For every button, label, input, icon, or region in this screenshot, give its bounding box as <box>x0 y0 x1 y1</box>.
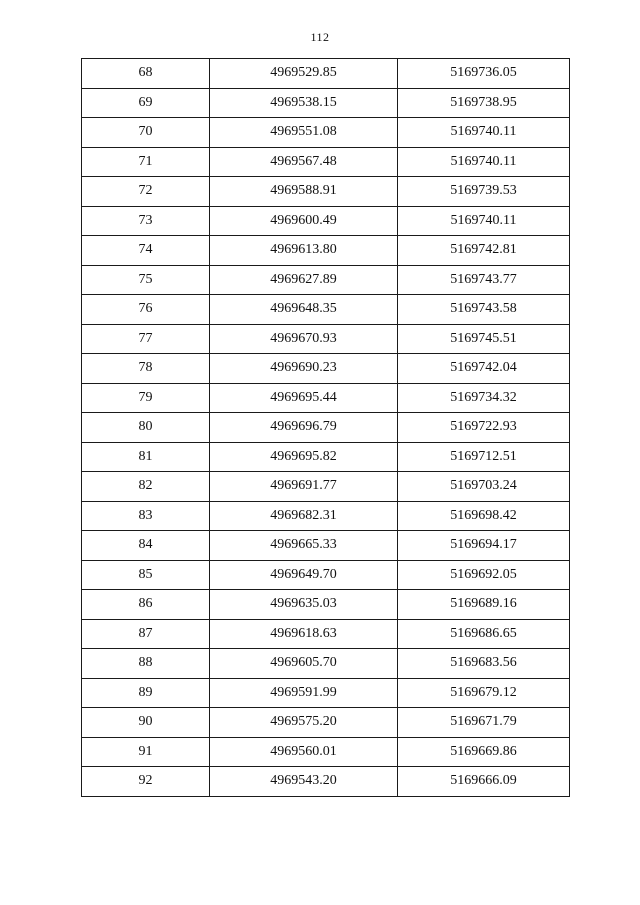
x-coordinate-cell: 4969567.48 <box>210 147 398 177</box>
table-row <box>82 88 570 118</box>
table-row <box>82 177 570 207</box>
x-coordinate-cell: 4969665.33 <box>210 531 398 561</box>
y-coordinate-cell: 5169679.12 <box>398 678 570 708</box>
y-coordinate-cell: 5169740.11 <box>398 206 570 236</box>
y-coordinate-cell: 5169683.56 <box>398 649 570 679</box>
point-number-cell: 74 <box>82 236 210 266</box>
x-coordinate-cell: 4969618.63 <box>210 619 398 649</box>
y-coordinate-cell: 5169736.05 <box>398 59 570 89</box>
point-number-cell: 70 <box>82 118 210 148</box>
point-number-cell: 71 <box>82 147 210 177</box>
table-row <box>82 59 570 89</box>
table-row <box>82 413 570 443</box>
table-row <box>82 708 570 738</box>
y-coordinate-cell: 5169689.16 <box>398 590 570 620</box>
y-coordinate-cell: 5169712.51 <box>398 442 570 472</box>
point-number-cell: 68 <box>82 59 210 89</box>
table-row <box>82 265 570 295</box>
x-coordinate-cell: 4969560.01 <box>210 737 398 767</box>
x-coordinate-cell: 4969551.08 <box>210 118 398 148</box>
y-coordinate-cell: 5169694.17 <box>398 531 570 561</box>
point-number-cell: 77 <box>82 324 210 354</box>
table-row <box>82 590 570 620</box>
x-coordinate-cell: 4969695.82 <box>210 442 398 472</box>
point-number-cell: 82 <box>82 472 210 502</box>
point-number-cell: 75 <box>82 265 210 295</box>
point-number-cell: 83 <box>82 501 210 531</box>
y-coordinate-cell: 5169698.42 <box>398 501 570 531</box>
x-coordinate-cell: 4969613.80 <box>210 236 398 266</box>
table-row <box>82 472 570 502</box>
y-coordinate-cell: 5169743.58 <box>398 295 570 325</box>
x-coordinate-cell: 4969538.15 <box>210 88 398 118</box>
coordinates-table-body <box>82 59 570 797</box>
x-coordinate-cell: 4969670.93 <box>210 324 398 354</box>
x-coordinate-cell: 4969591.99 <box>210 678 398 708</box>
point-number-cell: 92 <box>82 767 210 797</box>
point-number-cell: 78 <box>82 354 210 384</box>
y-coordinate-cell: 5169739.53 <box>398 177 570 207</box>
table-row <box>82 649 570 679</box>
y-coordinate-cell: 5169738.95 <box>398 88 570 118</box>
point-number-cell: 72 <box>82 177 210 207</box>
point-number-cell: 90 <box>82 708 210 738</box>
point-number-cell: 69 <box>82 88 210 118</box>
point-number-cell: 91 <box>82 737 210 767</box>
y-coordinate-cell: 5169734.32 <box>398 383 570 413</box>
table-row <box>82 354 570 384</box>
y-coordinate-cell: 5169745.51 <box>398 324 570 354</box>
table-row <box>82 501 570 531</box>
x-coordinate-cell: 4969529.85 <box>210 59 398 89</box>
table-row <box>82 737 570 767</box>
y-coordinate-cell: 5169692.05 <box>398 560 570 590</box>
x-coordinate-cell: 4969696.79 <box>210 413 398 443</box>
x-coordinate-cell: 4969600.49 <box>210 206 398 236</box>
x-coordinate-cell: 4969690.23 <box>210 354 398 384</box>
y-coordinate-cell: 5169722.93 <box>398 413 570 443</box>
point-number-cell: 88 <box>82 649 210 679</box>
point-number-cell: 80 <box>82 413 210 443</box>
table-row <box>82 118 570 148</box>
x-coordinate-cell: 4969543.20 <box>210 767 398 797</box>
coordinates-table <box>81 58 570 797</box>
table-row <box>82 147 570 177</box>
y-coordinate-cell: 5169703.24 <box>398 472 570 502</box>
table-row <box>82 678 570 708</box>
x-coordinate-cell: 4969648.35 <box>210 295 398 325</box>
table-row <box>82 295 570 325</box>
page-number: 112 <box>310 30 330 44</box>
x-coordinate-cell: 4969588.91 <box>210 177 398 207</box>
point-number-cell: 87 <box>82 619 210 649</box>
point-number-cell: 81 <box>82 442 210 472</box>
point-number-cell: 86 <box>82 590 210 620</box>
point-number-cell: 89 <box>82 678 210 708</box>
x-coordinate-cell: 4969627.89 <box>210 265 398 295</box>
y-coordinate-cell: 5169743.77 <box>398 265 570 295</box>
table-row <box>82 324 570 354</box>
x-coordinate-cell: 4969649.70 <box>210 560 398 590</box>
y-coordinate-cell: 5169740.11 <box>398 147 570 177</box>
point-number-cell: 84 <box>82 531 210 561</box>
y-coordinate-cell: 5169742.81 <box>398 236 570 266</box>
table-row <box>82 619 570 649</box>
table-row <box>82 531 570 561</box>
x-coordinate-cell: 4969635.03 <box>210 590 398 620</box>
table-row <box>82 767 570 797</box>
x-coordinate-cell: 4969575.20 <box>210 708 398 738</box>
y-coordinate-cell: 5169686.65 <box>398 619 570 649</box>
table-row <box>82 442 570 472</box>
table-row <box>82 383 570 413</box>
point-number-cell: 79 <box>82 383 210 413</box>
x-coordinate-cell: 4969682.31 <box>210 501 398 531</box>
y-coordinate-cell: 5169671.79 <box>398 708 570 738</box>
point-number-cell: 85 <box>82 560 210 590</box>
y-coordinate-cell: 5169740.11 <box>398 118 570 148</box>
x-coordinate-cell: 4969695.44 <box>210 383 398 413</box>
table-row <box>82 206 570 236</box>
x-coordinate-cell: 4969691.77 <box>210 472 398 502</box>
table-row <box>82 236 570 266</box>
table-row <box>82 560 570 590</box>
y-coordinate-cell: 5169669.86 <box>398 737 570 767</box>
point-number-cell: 76 <box>82 295 210 325</box>
point-number-cell: 73 <box>82 206 210 236</box>
y-coordinate-cell: 5169742.04 <box>398 354 570 384</box>
x-coordinate-cell: 4969605.70 <box>210 649 398 679</box>
y-coordinate-cell: 5169666.09 <box>398 767 570 797</box>
